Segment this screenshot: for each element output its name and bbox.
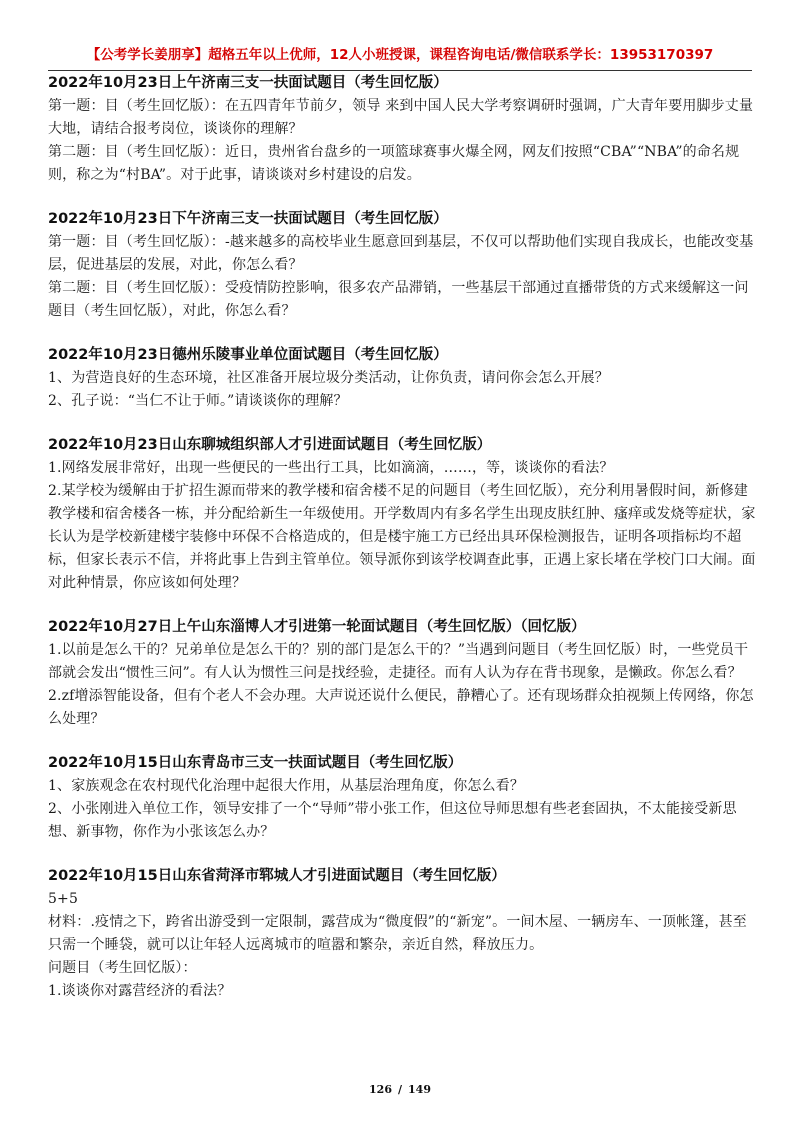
section-title: 2022年10月23日下午济南三支一扶面试题目（考生回忆版） — [48, 211, 448, 227]
question-text: 第一题：目（考生回忆版）：-越来越多的高校毕业生愿意回到基层，不仅可以帮助他们实现自我成长，也能改变基层，促进基层的发展，对此，你怎么看？ — [48, 234, 754, 273]
section-title: 2022年10月15日山东青岛市三支一扶面试题目（考生回忆版） — [48, 755, 463, 771]
section-title: 2022年10月27日上午山东淄博人才引进第一轮面试题目（考生回忆版）（回忆版） — [48, 619, 586, 635]
question-text: 2.某学校为缓解由于扩招生源而带来的教学楼和宿舍楼不足的问题目（考生回忆版），充分利用暑假时间，新修建教学楼和宿舍楼各一栋，并分配给新生一年级使用。开学数周内有多名学生出现皮肤红肿、瘙痒或发烧等症状，家长认为是学校新建楼宇装修中环保不合格造成的，但是楼宇施工方已经出具环保检测报告，证明各项指标均不超标，但家长表示不信，并将此事上告到主管单位。领导派你到该学校调查此事，正遇上家长堵在学校门口大闹。面对此种情景，你应该如何处理？ — [48, 483, 756, 591]
document-body — [48, 72, 756, 1024]
question-text: 第二题：目（考生回忆版）：近日，贵州省台盘乡的一项篮球赛事火爆全网，网友们按照“CBA”“NBA”的命名规则，称之为“村BA”。对于此事，请谈谈对乡村建设的启发。 — [48, 144, 740, 183]
question-text: 2、小张刚进入单位工作，领导安排了一个“导师”带小张工作，但这位导师思想有些老套固执，不太能接受新思想、新事物，你作为小张该怎么办？ — [48, 801, 737, 840]
question-text: 1.谈谈你对露营经济的看法？ — [48, 983, 232, 999]
question-section — [48, 344, 756, 413]
question-section — [48, 72, 756, 187]
current-page: 126 — [369, 1083, 392, 1096]
question-text: 2、孔子说：“当仁不让于师。”请谈谈你的理解？ — [48, 393, 348, 409]
question-text: 1.网络发展非常好，出现一些便民的一些出行工具，比如滴滴，……，等，谈谈你的看法？ — [48, 460, 614, 476]
section-title: 2022年10月23日上午济南三支一扶面试题目（考生回忆版） — [48, 75, 448, 91]
section-title: 2022年10月23日德州乐陵事业单位面试题目（考生回忆版） — [48, 347, 448, 363]
page-number — [0, 1083, 800, 1096]
question-text: 第二题：目（考生回忆版）：受疫情防控影响，很多农产品滞销，一些基层干部通过直播带货的方式来缓解这一问题目（考生回忆版），对此，你怎么看？ — [48, 280, 749, 319]
question-text: 材料：.疫情之下，跨省出游受到一定限制，露营成为“微度假”的“新宠”。一间木屋、一辆房车、一顶帐篷，甚至只需一个睡袋，就可以让年轻人远离城市的喧嚣和繁杂，亲近自然，释放压力。 — [48, 914, 747, 953]
question-text: 5+5 — [48, 891, 78, 907]
page-separator: / — [397, 1083, 403, 1096]
question-text: 问题目（考生回忆版）： — [48, 960, 197, 976]
question-text: 2.zf增添智能设备，但有个老人不会办理。大声说还说什么便民，静糟心了。还有现场群众拍视频上传网络，你怎么处理？ — [48, 688, 754, 727]
question-text: 1、家族观念在农村现代化治理中起很大作用，从基层治理角度，你怎么看？ — [48, 778, 525, 794]
question-section — [48, 434, 756, 595]
question-section — [48, 865, 756, 1003]
question-text: 第一题：目（考生回忆版）：在五四青年节前夕，领导 来到中国人民大学考察调研时强调，广大青年要用脚步丈量大地，请结合报考岗位，谈谈你的理解？ — [48, 98, 754, 137]
section-title: 2022年10月23日山东聊城组织部人才引进面试题目（考生回忆版） — [48, 437, 492, 453]
header-divider — [48, 70, 752, 71]
question-section — [48, 752, 756, 844]
page-header-banner: 【公考学长姜朋享】超格五年以上优师，12人小班授课，课程咨询电话/微信联系学长：13953170397 — [86, 47, 714, 63]
question-text: 1.以前是怎么干的？兄弟单位是怎么干的？别的部门是怎么干的？”当遇到问题目（考生回忆版）时，一些党员干部就会发出“惯性三问”。有人认为惯性三问是找经验，走捷径。而有人认为存在背书现象，是懒政。你怎么看？ — [48, 642, 749, 681]
section-title: 2022年10月15日山东省菏泽市郓城人才引进面试题目（考生回忆版） — [48, 868, 506, 884]
total-pages: 149 — [408, 1083, 431, 1096]
question-text: 1、为营造良好的生态环境，社区准备开展垃圾分类活动，让你负责，请问你会怎么开展？ — [48, 370, 609, 386]
question-section — [48, 616, 756, 731]
question-section — [48, 208, 756, 323]
